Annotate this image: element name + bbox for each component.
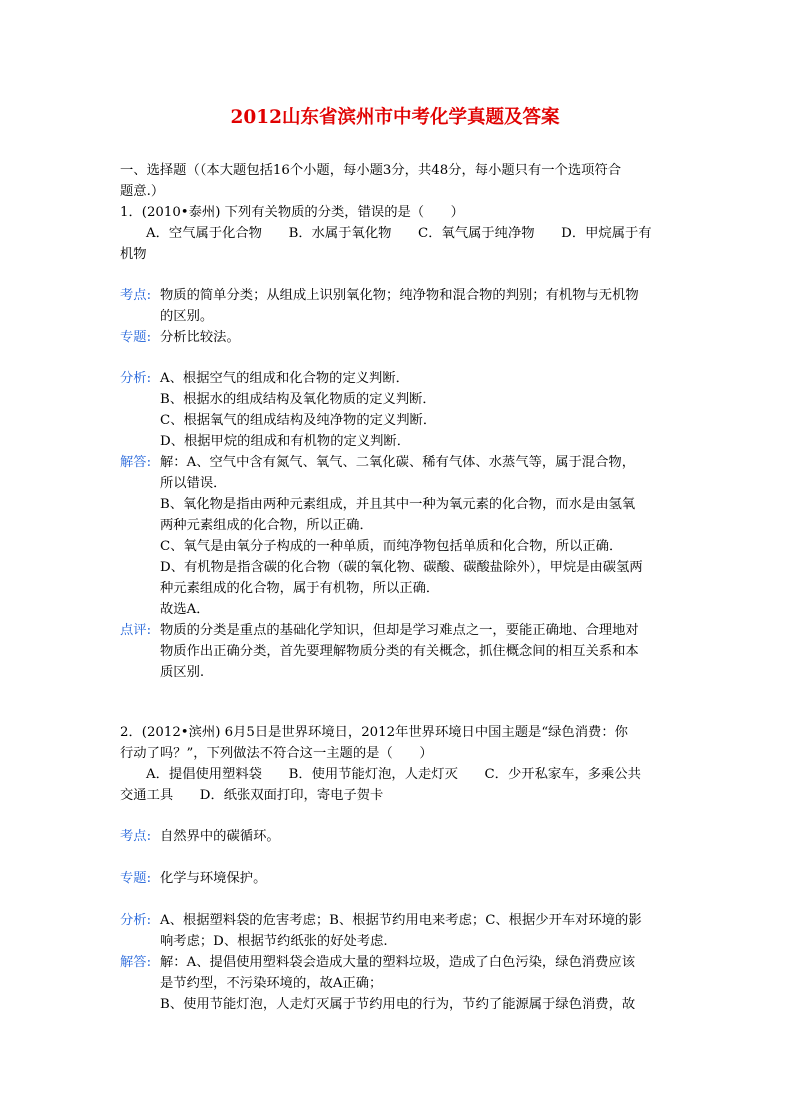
q1-zhuanti-label: 专题: (120, 330, 152, 345)
q1-fenxi-line-4: D、根据甲烷的组成和有机物的定义判断． (160, 434, 411, 449)
q1-dianping-line-3: 质区别. (160, 665, 205, 680)
q1-dianping-label: 点评: (120, 623, 152, 638)
q2-jieda-line-2: 是节约型，不污染环境的，故A正确； (160, 976, 383, 991)
q2-jieda-label: 解答: (120, 955, 152, 970)
q2-fenxi-line-2: 响考虑；D、根据节约纸张的好处考虑. (160, 934, 388, 949)
q1-jieda-label: 解答: (120, 455, 152, 470)
page-title: 2012山东省滨州市中考化学真题及答案 (230, 107, 560, 128)
q1-fenxi-label: 分析: (120, 371, 152, 386)
q1-fenxi-line-3: C、根据氧气的组成结构及纯净物的定义判断． (160, 413, 437, 428)
q1-jieda-line-2: 所以错误． (160, 476, 227, 491)
q2-kaodian-label: 考点: (120, 829, 152, 844)
q1-kaodian-line-1: 物质的简单分类；从组成上识别氧化物；纯净物和混合物的判别；有机物与无机物 (160, 288, 639, 303)
q1-options-line-1: A．空气属于化合物 B．水属于氧化物 C．氧气属于纯净物 D．甲烷属于有 (146, 226, 652, 241)
q1-jieda-line-1: 解：A、空气中含有氮气、氧气、二氧化碳、稀有气体、水蒸气等，属于混合物， (160, 455, 635, 470)
q1-jieda-line-7: 种元素组成的化合物，属于有机物，所以正确． (160, 581, 440, 596)
q1-fenxi-line-2: B、根据水的组成结构及氧化物质的定义判断． (160, 392, 436, 407)
q2-fenxi-line-1: A、根据塑料袋的危害考虑；B、根据节约用电来考虑；C、根据少开车对环境的影 (160, 913, 642, 928)
q2-fenxi-label: 分析: (120, 913, 152, 928)
q1-zhuanti-text: 分析比较法。 (160, 330, 240, 345)
q2-stem-line-1: 2．(2012•滨州) 6月5日是世界环境日，2012年世界环境日中国主题是“绿色消费：你 (120, 725, 628, 740)
q1-jieda-line-6: D、有机物是指含碳的化合物（碳的氧化物、碳酸、碳酸盐除外），甲烷是由碳氢两 (160, 560, 643, 575)
q2-zhuanti-label: 专题: (120, 871, 152, 886)
q1-dianping-line-2: 物质作出正确分类，首先要理解物质分类的有关概念，抓住概念间的相互关系和本 (160, 644, 639, 659)
q1-jieda-line-4: 两种元素组成的化合物，所以正确． (160, 518, 373, 533)
q2-jieda-line-1: 解：A、提倡使用塑料袋会造成大量的塑料垃圾，造成了白色污染，绿色消费应该 (160, 955, 635, 970)
q1-kaodian-label: 考点: (120, 288, 152, 303)
q1-options-line-2: 机物 (120, 247, 147, 262)
q2-zhuanti-text: 化学与环境保护。 (160, 871, 267, 886)
q2-stem-line-2: 行动了吗？”，下列做法不符合这一主题的是（ ） (120, 746, 433, 761)
q1-jieda-line-8: 故选A． (160, 602, 210, 617)
q2-options-line-2: 交通工具 D．纸张双面打印，寄电子贺卡 (120, 788, 384, 803)
q1-kaodian-line-2: 的区别。 (160, 309, 214, 324)
section-heading-line-1: 一、选择题（（本大题包括16个小题，每小题3分，共48分，每小题只有一个选项符合 (120, 163, 622, 178)
q2-jieda-line-3: B、使用节能灯泡，人走灯灭属于节约用电的行为，节约了能源属于绿色消费，故 (160, 997, 636, 1012)
q1-jieda-line-5: C、氧气是由氧分子构成的一种单质，而纯净物包括单质和化合物，所以正确． (160, 539, 623, 554)
q1-stem: 1．(2010•泰州) 下列有关物质的分类，错误的是（ ） (120, 205, 464, 220)
q1-fenxi-line-1: A、根据空气的组成和化合物的定义判断． (160, 371, 409, 386)
section-heading-line-2: 题意.） (120, 184, 165, 199)
q1-jieda-line-3: B、氧化物是指由两种元素组成，并且其中一种为氧元素的化合物，而水是由氢氧 (160, 497, 636, 512)
q2-kaodian-text: 自然界中的碳循环。 (160, 829, 280, 844)
q2-options-line-1: A．提倡使用塑料袋 B．使用节能灯泡，人走灯灭 C．少开私家车，多乘公共 (146, 767, 641, 782)
q1-dianping-line-1: 物质的分类是重点的基础化学知识，但却是学习难点之一，要能正确地、合理地对 (160, 623, 639, 638)
